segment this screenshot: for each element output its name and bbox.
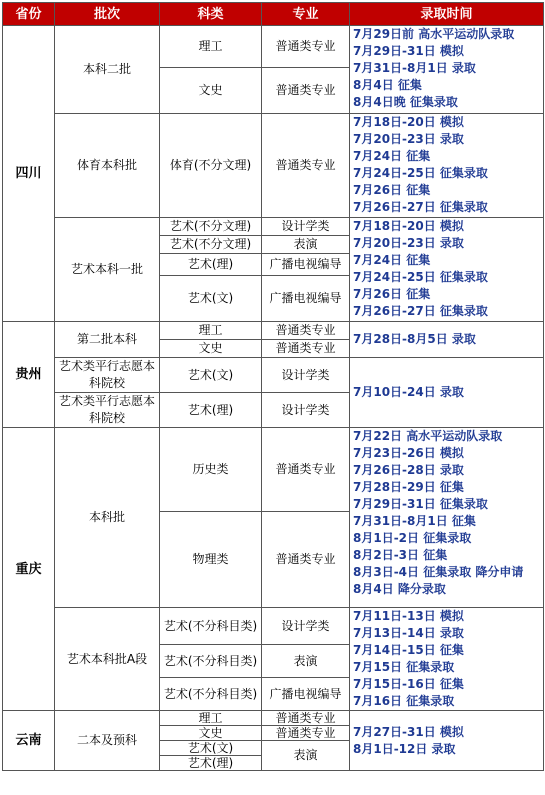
time-line: 7月23日-26日 模拟 [353, 446, 464, 460]
category-cell: 历史类 [160, 428, 262, 512]
category-cell: 理工 [160, 322, 262, 340]
time-line: 7月13日-14日 录取 [353, 626, 464, 640]
category-cell: 艺术(文) [160, 358, 262, 393]
time-line: 8月2日-3日 征集 [353, 548, 448, 562]
time-line: 7月26日-27日 征集录取 [353, 200, 488, 214]
batch-cell: 第二批本科 [55, 322, 160, 358]
major-cell: 设计学类 [262, 608, 350, 645]
time-line: 7月15日 征集录取 [353, 660, 455, 674]
major-cell: 普通类专业 [262, 512, 350, 608]
time-line: 7月27日-31日 模拟 [353, 724, 464, 739]
time-line: 7月26日-27日 征集录取 [353, 304, 488, 318]
batch-cell: 艺术类平行志愿本科院校 [55, 358, 160, 393]
time-line: 7月28日-29日 征集 [353, 480, 464, 494]
major-cell: 普通类专业 [262, 711, 350, 726]
major-cell: 设计学类 [262, 358, 350, 393]
time-cell [350, 428, 544, 608]
header-category: 科类 [160, 3, 262, 26]
time-line: 7月11日-13日 模拟 [353, 609, 464, 623]
header-row [3, 3, 544, 26]
batch-cell: 艺术本科批A段 [55, 608, 160, 711]
time-cell [350, 26, 544, 114]
major-cell: 广播电视编导 [262, 276, 350, 322]
time-line: 8月1日-12日 录取 [353, 741, 456, 756]
time-line: 7月22日 高水平运动队录取 [353, 429, 503, 443]
province-cell: 四川 [3, 26, 55, 322]
table-row [3, 322, 544, 340]
batch-cell: 艺术本科一批 [55, 218, 160, 322]
time-line: 7月10日-24日 录取 [353, 385, 464, 399]
time-line: 7月29日前 高水平运动队录取 [353, 27, 515, 41]
category-cell: 文史 [160, 726, 262, 741]
major-cell: 普通类专业 [262, 322, 350, 340]
category-cell: 艺术(不分文理) [160, 218, 262, 236]
major-cell: 广播电视编导 [262, 678, 350, 711]
batch-cell: 本科批 [55, 428, 160, 608]
time-line: 8月4日 征集 [353, 78, 422, 92]
category-cell: 理工 [160, 711, 262, 726]
time-line: 8月3日-4日 征集录取 降分申请 [353, 565, 524, 579]
time-cell [350, 114, 544, 218]
time-line: 7月24日 征集 [353, 149, 431, 163]
major-cell: 普通类专业 [262, 726, 350, 741]
header-major: 专业 [262, 3, 350, 26]
time-line: 7月31日-8月1日 征集 [353, 514, 476, 528]
time-line: 7月28日-8月5日 录取 [353, 332, 476, 346]
category-cell: 艺术(文) [160, 741, 262, 756]
category-cell: 理工 [160, 26, 262, 68]
major-cell: 表演 [262, 741, 350, 771]
category-cell: 体育(不分文理) [160, 114, 262, 218]
category-cell: 文史 [160, 68, 262, 114]
table-row [3, 218, 544, 236]
time-cell [350, 322, 544, 358]
batch-cell: 艺术类平行志愿本科院校 [55, 393, 160, 428]
admission-schedule-table [2, 2, 544, 771]
time-line: 7月18日-20日 模拟 [353, 115, 464, 129]
major-cell: 普通类专业 [262, 26, 350, 68]
table-row [3, 428, 544, 512]
table-row [3, 114, 544, 218]
category-cell: 艺术(不分科目类) [160, 645, 262, 678]
major-cell: 普通类专业 [262, 428, 350, 512]
time-line: 7月29日-31日 征集录取 [353, 497, 488, 511]
time-cell [350, 218, 544, 322]
major-cell: 设计学类 [262, 218, 350, 236]
major-cell: 普通类专业 [262, 340, 350, 358]
time-line: 7月24日 征集 [353, 253, 431, 267]
time-line: 7月15日-16日 征集 [353, 677, 464, 691]
time-line: 7月26日 征集 [353, 287, 431, 301]
time-line: 8月4日晚 征集录取 [353, 95, 458, 109]
batch-cell: 体育本科批 [55, 114, 160, 218]
category-cell: 艺术(理) [160, 756, 262, 771]
time-line: 7月31日-8月1日 录取 [353, 61, 476, 75]
time-cell [350, 358, 544, 428]
time-cell [350, 608, 544, 711]
time-line: 7月24日-25日 征集录取 [353, 270, 488, 284]
time-line: 7月20日-23日 录取 [353, 236, 464, 250]
time-line: 7月16日 征集录取 [353, 694, 455, 708]
time-cell [350, 711, 544, 771]
time-line: 7月26日-28日 录取 [353, 463, 464, 477]
time-line: 8月1日-2日 征集录取 [353, 531, 472, 545]
time-line: 8月4日 降分录取 [353, 582, 446, 596]
major-cell: 表演 [262, 645, 350, 678]
time-line: 7月18日-20日 模拟 [353, 219, 464, 233]
category-cell: 艺术(不分文理) [160, 236, 262, 254]
province-cell: 贵州 [3, 322, 55, 428]
time-line: 7月29日-31日 模拟 [353, 44, 464, 58]
table-row [3, 711, 544, 726]
province-cell: 重庆 [3, 428, 55, 711]
category-cell: 艺术(不分科目类) [160, 608, 262, 645]
header-batch: 批次 [55, 3, 160, 26]
category-cell: 文史 [160, 340, 262, 358]
time-line: 7月26日 征集 [353, 183, 431, 197]
category-cell: 艺术(理) [160, 393, 262, 428]
category-cell: 艺术(文) [160, 276, 262, 322]
time-line: 7月24日-25日 征集录取 [353, 166, 488, 180]
major-cell: 表演 [262, 236, 350, 254]
province-cell: 云南 [3, 711, 55, 771]
table-row [3, 358, 544, 393]
time-line: 7月14日-15日 征集 [353, 643, 464, 657]
time-line: 7月20日-23日 录取 [353, 132, 464, 146]
table-row [3, 608, 544, 645]
batch-cell: 二本及预科 [55, 711, 160, 771]
batch-cell: 本科二批 [55, 26, 160, 114]
header-province: 省份 [3, 3, 55, 26]
major-cell: 广播电视编导 [262, 254, 350, 276]
category-cell: 艺术(理) [160, 254, 262, 276]
major-cell: 普通类专业 [262, 68, 350, 114]
category-cell: 艺术(不分科目类) [160, 678, 262, 711]
major-cell: 普通类专业 [262, 114, 350, 218]
header-admission-time: 录取时间 [350, 3, 544, 26]
table-row [3, 26, 544, 68]
major-cell: 设计学类 [262, 393, 350, 428]
category-cell: 物理类 [160, 512, 262, 608]
